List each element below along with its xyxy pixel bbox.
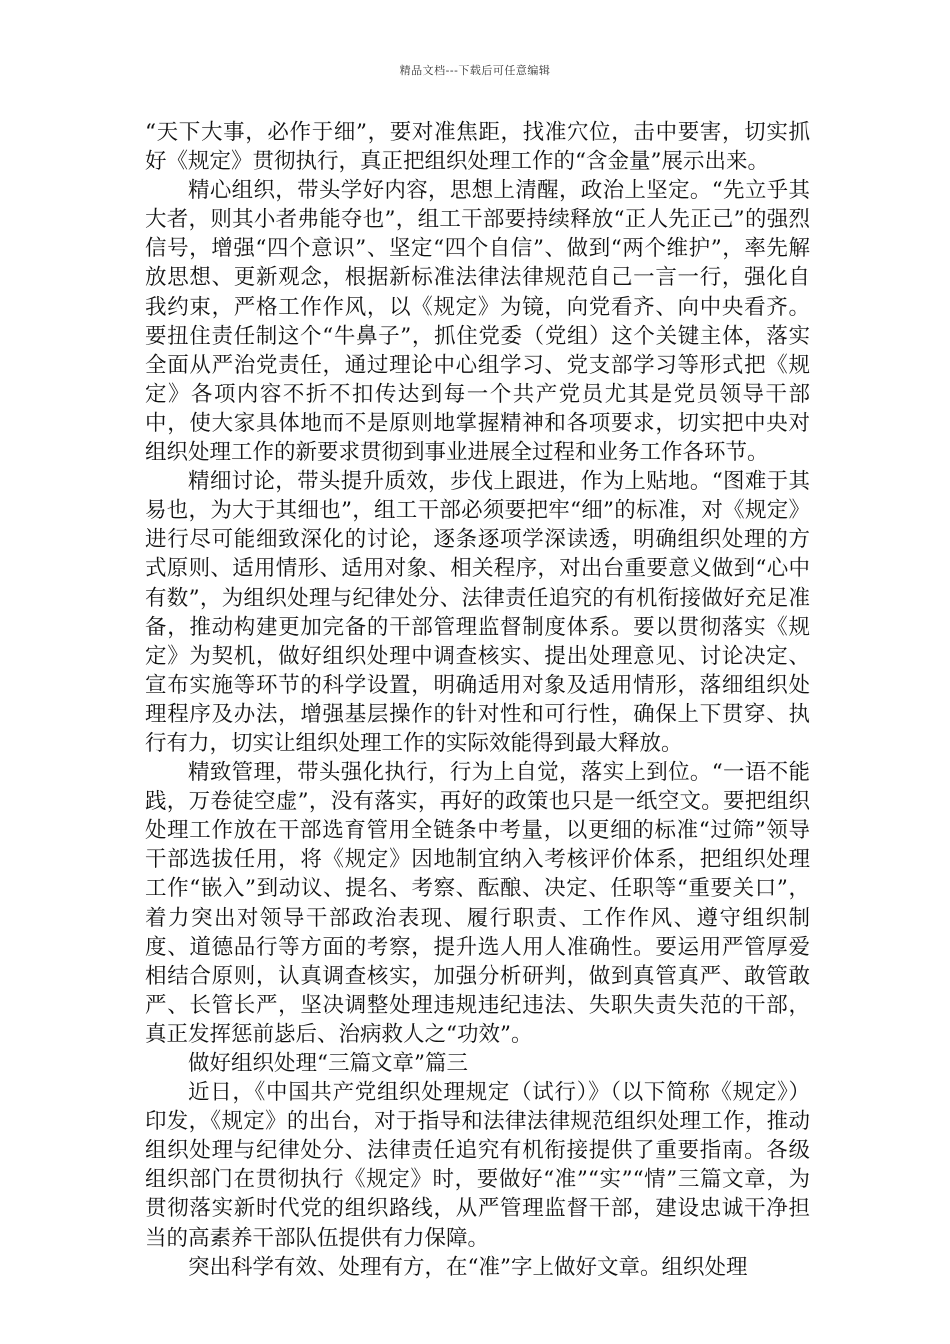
paragraph: “天下大事，必作于细”，要对准焦距，找准穴位，击中要害，切实抓好《规定》贯彻执行，真正把组织处理工作的“含金量”展示出来。 <box>145 120 810 175</box>
paragraph: 精心组织，带头学好内容，思想上清醒，政治上坚定。“先立乎其大者，则其小者弗能夺也”，组工干部要持续释放“正人先正己”的强烈信号，增强“四个意识”、坚定“四个自信”、做到“两个维护”，率先解放思想、更新观念，根据新标准法律法律规范自己一言一行，强化自我约束，严格工作作风，以《规定》为镜，向党看齐、向中央看齐。要扭住责任制这个“牛鼻子”，抓住党委（党组）这个关键主体，落实全面从严治党责任，通过理论中心组学习、党支部学习等形式把《规定》各项内容不折不扣传达到每一个共产党员尤其是党员领导干部中，使大家具体地而不是原则地掌握精神和各项要求，切实把中央对组织处理工作的新要求贯彻到事业进展全过程和业务工作各环节。 <box>145 178 810 466</box>
paragraph: 精细讨论，带头提升质效，步伐上跟进，作为上贴地。“图难于其易也，为大于其细也”，组工干部必须要把牢“细”的标准，对《规定》进行尽可能细致深化的讨论，逐条逐项学深读透，明确组织处理的方式原则、适用情形、适用对象、相关程序，对出台重要意义做到“心中有数”，为组织处理与纪律处分、法律责任追究的有机衔接做好充足准备，推动构建更加完备的干部管理监督制度体系。要以贯彻落实《规定》为契机，做好组织处理中调查核实、提出处理意见、讨论决定、宣布实施等环节的科学设置，明确适用对象及适用情形，落细组织处理程序及办法，增强基层操作的针对性和可行性，确保上下贯穿、执行有力，切实让组织处理工作的实际效能得到最大释放。 <box>145 469 810 756</box>
paragraph: 精致管理，带头强化执行，行为上自觉，落实上到位。“一语不能践，万卷徒空虚”，没有落实，再好的政策也只是一纸空文。要把组织处理工作放在干部选育管用全链条中考量，以更细的标准“过筛”领导干部选拔任用，将《规定》因地制宜纳入考核评价体系，把组织处理工作“嵌入”到动议、提名、考察、酝酿、决定、任职等“重要关口”，着力突出对领导干部政治表现、履行职责、工作作风、遵守组织制度、道德品行等方面的考察，提升选人用人准确性。要运用严管厚爱相结合原则，认真调查核实，加强分析研判，做到真管真严、敢管敢严、长管长严，坚决调整处理违规违纪违法、失职失责失范的干部，真正发挥惩前毖后、治病救人之“功效”。 <box>145 760 810 1047</box>
paragraph: 近日，《中国共产党组织处理规定（试行）》（以下简称《规定》）印发，《规定》的出台，对于指导和法律法律规范组织处理工作，推动组织处理与纪律处分、法律责任追究有机衔接提供了重要指南。各级组织部门在贯彻执行《规定》时，要做好“准”“实”“情”三篇文章，为贯彻落实新时代党的组织路线，从严管理监督干部，建设忠诚干净担当的高素养干部队伍提供有力保障。 <box>145 1080 810 1251</box>
document-body <box>145 118 810 1282</box>
section-heading: 做好组织处理“三篇文章”篇三 <box>188 1051 468 1076</box>
page-header: 精品文档---下载后可任意编辑 <box>399 64 551 77</box>
paragraph: 突出科学有效、处理有方，在“准”字上做好文章。组织处理 <box>188 1254 748 1280</box>
